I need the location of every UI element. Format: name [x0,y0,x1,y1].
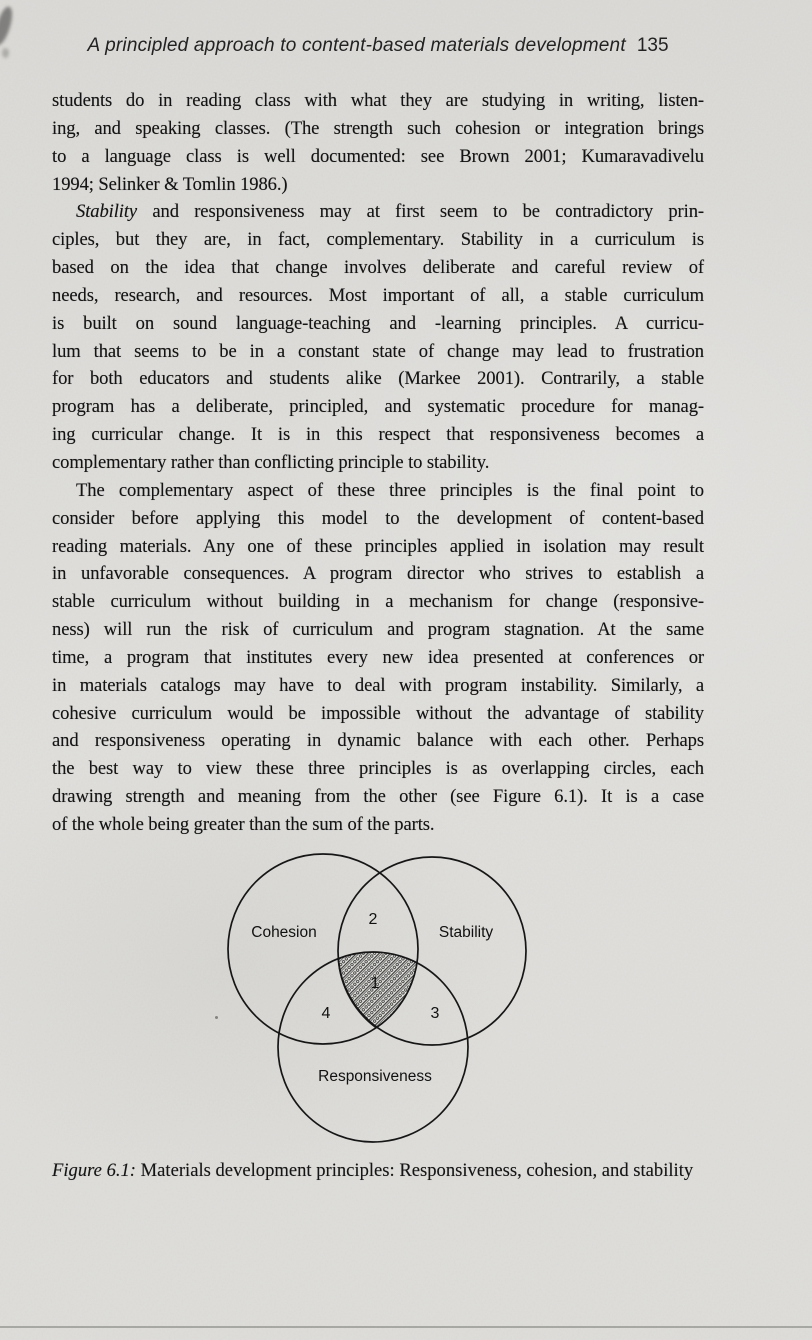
figure-caption-label: Figure 6.1: [52,1160,136,1181]
italic-lead-word: Stability [76,201,138,223]
scan-edge-line [0,1326,812,1328]
body-line: ing curricular change. It is in this respect that responsiveness becomes a [52,424,704,446]
body-line: to a language class is well documented: see Brown 2001; Kumaravadivelu [52,145,704,167]
venn-label-stability: Stability [438,924,494,941]
body-line: based on the idea that change involves deliberate and careful review of [52,257,704,279]
venn-diagram-figure [205,843,545,1153]
body-line: and responsiveness operating in dynamic balance with each other. Perhaps [52,730,704,752]
figure-caption-text: Materials development principles: Responsiveness, cohesion, and stability [136,1160,694,1181]
venn-label-responsiveness: Responsiveness [318,1068,432,1085]
body-line: the best way to view these three principles is as overlapping circles, each [52,758,704,780]
scan-smudge [0,5,16,47]
venn-region-2: 2 [368,911,378,928]
body-line: stable curriculum without building in a mechanism for change (responsive- [52,591,704,613]
body-line: is built on sound language-teaching and -learning principles. A curricu- [52,312,704,334]
running-head-title: A principled approach to content-based materials development [87,35,626,56]
body-line: for both educators and students alike (Markee 2001). Contrarily, a stable [52,368,704,390]
body-line: 1994; Selinker & Tomlin 1986.) [52,173,288,195]
venn-label-cohesion: Cohesion [251,924,317,941]
body-line: complementary rather than conflicting principle to stability. [52,451,490,473]
page-number: 135 [636,35,669,56]
venn-region-3: 3 [430,1005,440,1022]
body-line: needs, research, and resources. Most important of all, a stable curriculum [52,284,704,306]
body-line: time, a program that institutes every new idea presented at conferences or [52,646,704,668]
body-line: cohesive curriculum would be impossible without the advantage of stability [52,702,704,724]
venn-region-4: 4 [321,1005,331,1022]
running-head [52,35,704,57]
body-line: drawing strength and meaning from the other (see Figure 6.1). It is a case [52,786,704,808]
scan-smudge-small [2,48,9,58]
body-line: in unfavorable consequences. A program director who strives to establish a [52,563,704,585]
figure-caption [52,1157,752,1184]
venn-region-1: 1 [370,975,380,992]
body-line: of the whole being greater than the sum of the parts. [52,813,435,835]
body-line: consider before applying this model to the development of content-based [52,507,704,529]
body-line: ciples, but they are, in fact, complementary. Stability in a curriculum is [52,229,704,251]
body-line: program has a deliberate, principled, and systematic procedure for manag- [52,396,704,418]
body-line: Stability and responsiveness may at first seem to be contradictory prin- [76,201,704,223]
body-line: ing, and speaking classes. (The strength such cohesion or integration brings [52,117,704,139]
body-line: in materials catalogs may have to deal with program instability. Similarly, a [52,674,704,696]
body-text [52,87,704,839]
body-line: ness) will run the risk of curriculum and program stagnation. At the same [52,619,704,641]
body-line: reading materials. Any one of these principles applied in isolation may result [52,535,704,557]
body-line: lum that seems to be in a constant state of change may lead to frustration [52,340,704,362]
body-line: The complementary aspect of these three principles is the final point to [76,479,704,501]
body-line: students do in reading class with what they are studying in writing, listen- [52,90,704,111]
